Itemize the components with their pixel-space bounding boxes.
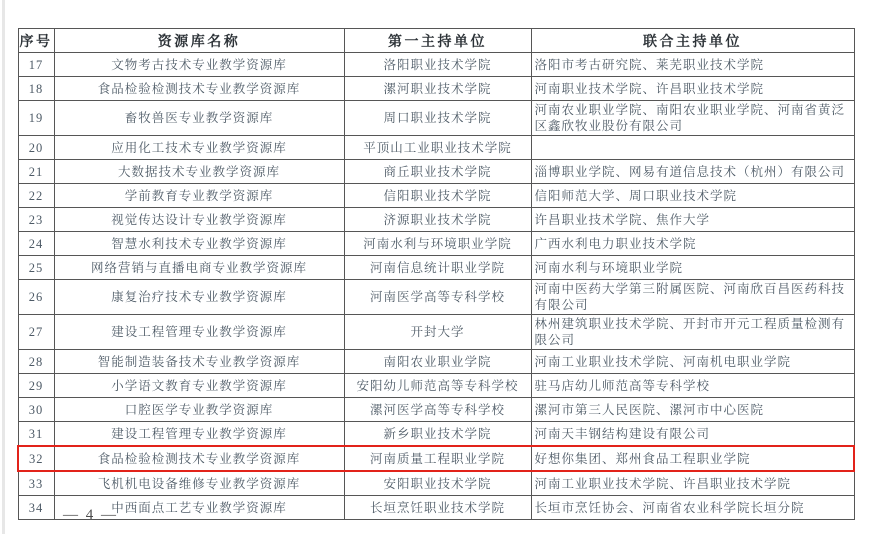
joint-hosts-cell: 河南水利与环境职业学院 [531,256,854,280]
first-host-cell: 漯河职业技术学院 [344,77,531,101]
row-number: 17 [18,53,54,77]
table-row [18,315,854,350]
first-host-cell: 河南质量工程职业学院 [344,446,531,471]
first-host-cell: 洛阳职业技术学院 [344,53,531,77]
joint-hosts-cell: 驻马店幼儿师范高等专科学校 [531,374,854,398]
table-row [18,232,854,256]
table-row [18,77,854,101]
row-number: 25 [18,256,54,280]
first-host-cell: 安阳职业技术学院 [344,471,531,496]
first-host-cell: 漯河医学高等专科学校 [344,398,531,422]
joint-hosts-cell: 漯河市第三人民医院、漯河市中心医院 [531,398,854,422]
first-host-cell: 河南信息统计职业学院 [344,256,531,280]
table-row [18,471,854,496]
row-number: 19 [18,101,54,136]
first-host-cell: 周口职业技术学院 [344,101,531,136]
table-row [18,422,854,447]
row-number: 34 [18,496,54,520]
resource-name-cell: 食品检验检测技术专业教学资源库 [54,77,344,101]
header-row [18,29,854,53]
joint-hosts-cell: 洛阳市考古研究院、莱芜职业技术学院 [531,53,854,77]
row-number: 22 [18,184,54,208]
scan-edge-artifact [2,0,5,534]
resource-name-cell: 视觉传达设计专业教学资源库 [54,208,344,232]
first-host-cell: 开封大学 [344,315,531,350]
joint-hosts-cell: 信阳师范大学、周口职业技术学院 [531,184,854,208]
table-row [18,184,854,208]
joint-hosts-cell [531,136,854,160]
table-row [18,374,854,398]
resource-name-cell: 小学语文教育专业教学资源库 [54,374,344,398]
resource-name-cell: 康复治疗技术专业教学资源库 [54,280,344,315]
table-row [18,160,854,184]
resource-name-cell: 文物考古技术专业教学资源库 [54,53,344,77]
resource-name-cell: 口腔医学专业教学资源库 [54,398,344,422]
resource-name-cell: 建设工程管理专业教学资源库 [54,422,344,447]
table-body [18,53,854,520]
first-host-cell: 平顶山工业职业技术学院 [344,136,531,160]
row-number: 24 [18,232,54,256]
table-row-highlighted [18,446,854,471]
resource-name-cell: 中西面点工艺专业教学资源库 [54,496,344,520]
joint-hosts-cell: 好想你集团、郑州食品工程职业学院 [531,446,854,471]
resource-name-cell: 智能制造装备技术专业教学资源库 [54,350,344,374]
resource-name-cell: 网络营销与直播电商专业教学资源库 [54,256,344,280]
table-header [18,29,854,53]
resource-library-table [17,28,855,520]
row-number: 23 [18,208,54,232]
first-host-cell: 长垣烹饪职业技术学院 [344,496,531,520]
joint-hosts-cell: 河南中医药大学第三附属医院、河南欣百昌医药科技有限公司 [531,280,854,315]
first-host-cell: 新乡职业技术学院 [344,422,531,447]
row-number: 31 [18,422,54,447]
first-host-cell: 河南水利与环境职业学院 [344,232,531,256]
column-header-joint-hosts: 联合主持单位 [531,29,854,53]
column-header-no: 序号 [18,29,54,53]
row-number: 28 [18,350,54,374]
first-host-cell: 济源职业技术学院 [344,208,531,232]
row-number: 30 [18,398,54,422]
resource-name-cell: 食品检验检测技术专业教学资源库 [54,446,344,471]
joint-hosts-cell: 河南工业职业技术学院、河南机电职业学院 [531,350,854,374]
joint-hosts-cell: 长垣市烹饪协会、河南省农业科学院长垣分院 [531,496,854,520]
table-row [18,350,854,374]
joint-hosts-cell: 河南工业职业技术学院、许昌职业技术学院 [531,471,854,496]
table-row [18,496,854,520]
table-row [18,398,854,422]
row-number: 33 [18,471,54,496]
joint-hosts-cell: 河南职业技术学院、许昌职业技术学院 [531,77,854,101]
page-number: — 4 — [63,507,118,523]
resource-name-cell: 建设工程管理专业教学资源库 [54,315,344,350]
row-number: 26 [18,280,54,315]
first-host-cell: 南阳农业职业学院 [344,350,531,374]
row-number: 20 [18,136,54,160]
table-row [18,101,854,136]
joint-hosts-cell: 林州建筑职业技术学院、开封市开元工程质量检测有限公司 [531,315,854,350]
first-host-cell: 河南医学高等专科学校 [344,280,531,315]
table-row [18,53,854,77]
table-row [18,256,854,280]
first-host-cell: 信阳职业技术学院 [344,184,531,208]
row-number: 18 [18,77,54,101]
resource-name-cell: 应用化工技术专业教学资源库 [54,136,344,160]
row-number: 27 [18,315,54,350]
joint-hosts-cell: 许昌职业技术学院、焦作大学 [531,208,854,232]
resource-name-cell: 学前教育专业教学资源库 [54,184,344,208]
joint-hosts-cell: 河南天丰钢结构建设有限公司 [531,422,854,447]
table-row [18,136,854,160]
resource-name-cell: 畜牧兽医专业教学资源库 [54,101,344,136]
row-number: 32 [18,446,54,471]
table-row [18,208,854,232]
first-host-cell: 安阳幼儿师范高等专科学校 [344,374,531,398]
table-row [18,280,854,315]
joint-hosts-cell: 河南农业职业学院、南阳农业职业学院、河南省黄泛区鑫欣牧业股份有限公司 [531,101,854,136]
resource-name-cell: 大数据技术专业教学资源库 [54,160,344,184]
column-header-first-host: 第一主持单位 [344,29,531,53]
resource-name-cell: 智慧水利技术专业教学资源库 [54,232,344,256]
joint-hosts-cell: 淄博职业学院、网易有道信息技术（杭州）有限公司 [531,160,854,184]
first-host-cell: 商丘职业技术学院 [344,160,531,184]
resource-name-cell: 飞机机电设备维修专业教学资源库 [54,471,344,496]
joint-hosts-cell: 广西水利电力职业技术学院 [531,232,854,256]
column-header-resource-name: 资源库名称 [54,29,344,53]
row-number: 29 [18,374,54,398]
row-number: 21 [18,160,54,184]
